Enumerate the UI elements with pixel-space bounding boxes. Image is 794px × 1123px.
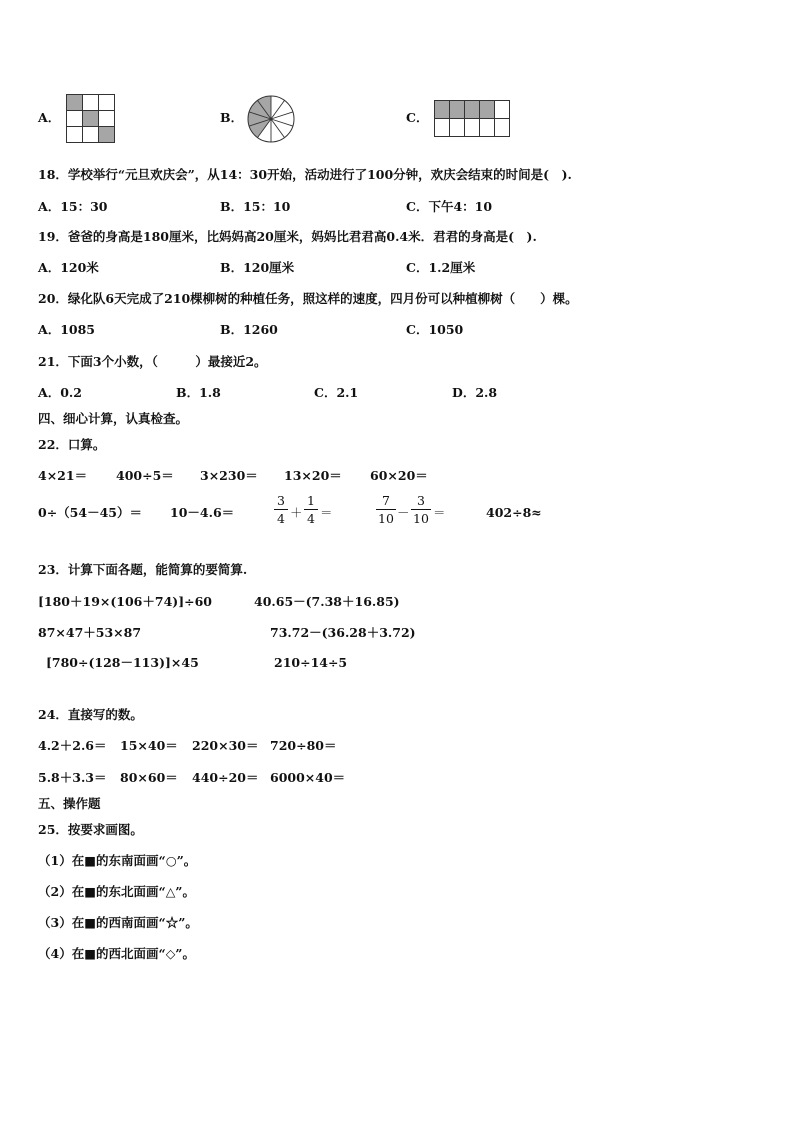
cell-shaded <box>99 127 115 143</box>
direct-calc-item: 15×40＝ <box>120 738 178 753</box>
q18-option-b: B．15：10 <box>220 199 291 214</box>
denominator: 10 <box>378 511 394 526</box>
drawing-instruction: （4）在■的西北面画“◇”。 <box>38 946 196 961</box>
fraction <box>376 493 396 526</box>
calc-item: [780÷(128－113)]×45 <box>46 655 199 670</box>
numerator: 3 <box>277 493 285 508</box>
oral-calc-item: 402÷8≈ <box>486 505 542 520</box>
circle-figure-b <box>246 94 296 144</box>
drawing-instruction: （1）在■的东南面画“○”。 <box>38 853 197 868</box>
calc-item: 73.72－(36.28＋3.72) <box>270 625 416 640</box>
denominator: 4 <box>277 511 285 526</box>
operator: － <box>397 505 410 520</box>
denominator: 10 <box>413 511 429 526</box>
fraction <box>274 493 288 526</box>
calc-item: [180＋19×(106＋74)]÷60 <box>38 594 212 609</box>
question-18: 18．学校举行“元旦欢庆会”，从14：30开始，活动进行了100分钟，欢庆会结束的时间是( ). <box>38 167 572 182</box>
option-c-label: C． <box>406 110 429 125</box>
numerator: 3 <box>417 493 425 508</box>
oral-calc-item: 400÷5＝ <box>116 468 174 483</box>
cell-shaded <box>67 95 83 111</box>
q20-option-c: C．1050 <box>406 322 464 337</box>
oral-calc-item: 3×230＝ <box>200 468 258 483</box>
direct-calc-item: 720÷80＝ <box>270 738 337 753</box>
section-heading-5: 五、操作题 <box>38 796 101 811</box>
oral-calc-item: 0÷（54－45）＝ <box>38 505 142 520</box>
q19-option-b: B．120厘米 <box>220 260 295 275</box>
numerator: 1 <box>307 493 315 508</box>
direct-calc-item: 5.8＋3.3＝ <box>38 770 107 785</box>
q21-option-b: B．1.8 <box>176 385 221 400</box>
direct-calc-item: 80×60＝ <box>120 770 178 785</box>
calc-item: 40.65－(7.38＋16.85) <box>254 594 400 609</box>
option-a-label: A． <box>38 110 61 125</box>
question-25: 25．按要求画图。 <box>38 822 143 837</box>
question-24: 24．直接写的数。 <box>38 707 143 722</box>
q19-option-c: C．1.2厘米 <box>406 260 476 275</box>
q21-option-a: A．0.2 <box>38 385 82 400</box>
grid-figure-c <box>434 100 514 138</box>
oral-calc-item: 60×20＝ <box>370 468 428 483</box>
denominator: 4 <box>307 511 315 526</box>
q20-option-a: A．1085 <box>38 322 95 337</box>
direct-calc-item: 4.2＋2.6＝ <box>38 738 107 753</box>
cell-shaded <box>83 111 99 127</box>
q21-option-c: C．2.1 <box>314 385 359 400</box>
q18-option-a: A．15：30 <box>38 199 108 214</box>
question-20: 20．绿化队6天完成了210棵柳树的种植任务，照这样的速度，四月份可以种植柳树（ ）棵。 <box>38 291 578 306</box>
question-21: 21．下面3个小数，（ ）最接近2。 <box>38 354 267 369</box>
calc-item: 87×47＋53×87 <box>38 625 142 640</box>
oral-calc-item: 4×21＝ <box>38 468 88 483</box>
equals: ＝ <box>433 505 446 520</box>
fraction <box>304 493 318 526</box>
grid-figure-a <box>66 94 116 144</box>
q20-option-b: B．1260 <box>220 322 278 337</box>
operator: ＋ <box>290 505 303 520</box>
direct-calc-item: 6000×40＝ <box>270 770 346 785</box>
oral-calc-item: 13×20＝ <box>284 468 342 483</box>
question-23: 23．计算下面各题，能简算的要简算. <box>38 562 248 577</box>
equals: ＝ <box>320 505 333 520</box>
direct-calc-item: 440÷20＝ <box>192 770 259 785</box>
drawing-instruction: （3）在■的西南面画“☆”。 <box>38 915 198 930</box>
oral-calc-item: 10－4.6＝ <box>170 505 235 520</box>
fraction <box>411 493 431 526</box>
numerator: 7 <box>382 493 390 508</box>
q21-option-d: D．2.8 <box>452 385 498 400</box>
q18-option-c: C．下午4：10 <box>406 199 493 214</box>
question-19: 19．爸爸的身高是180厘米，比妈妈高20厘米，妈妈比君君高0.4米．君君的身高是( ). <box>38 229 537 244</box>
section-heading-4: 四、细心计算，认真检查。 <box>38 411 189 426</box>
option-b-label: B． <box>220 110 244 125</box>
q19-option-a: A．120米 <box>38 260 99 275</box>
calc-item: 210÷14÷5 <box>274 655 348 670</box>
drawing-instruction: （2）在■的东北面画“△”。 <box>38 884 196 899</box>
direct-calc-item: 220×30＝ <box>192 738 259 753</box>
question-22: 22．口算。 <box>38 437 106 452</box>
